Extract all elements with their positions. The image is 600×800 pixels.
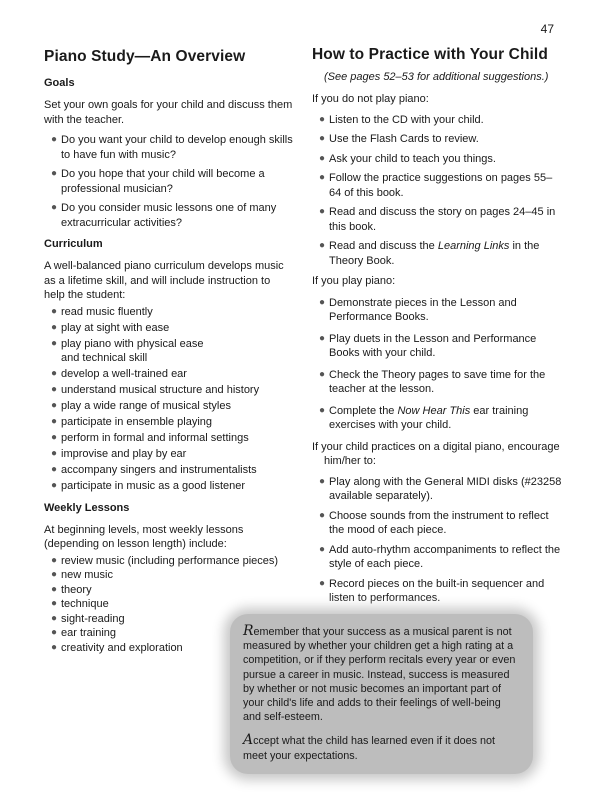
- list-item: ● Ask your child to teach you things.: [319, 152, 496, 165]
- list-item: ● sight-reading: [51, 612, 125, 625]
- page-number: 47: [540, 22, 554, 36]
- list-item: ● creativity and exploration: [51, 641, 183, 654]
- bullet-icon: ●: [319, 172, 326, 183]
- bullet-icon: ●: [319, 152, 326, 164]
- right-column: [312, 46, 562, 612]
- list-item: ● new music: [51, 569, 113, 581]
- bullet-icon: ●: [319, 509, 326, 521]
- bullet-icon: ●: [51, 598, 58, 609]
- bullet-icon: ●: [319, 368, 326, 380]
- curriculum-list: [44, 305, 294, 494]
- bullet-icon: ●: [51, 168, 58, 179]
- list-item: ● Add auto-rhythm accompaniments to reflect the style of each piece.: [319, 543, 561, 570]
- bullet-icon: ●: [51, 416, 58, 427]
- bullet-icon: ●: [51, 627, 58, 638]
- list-item: ● technique: [51, 598, 109, 610]
- list-item: ● perform in formal and informal settings: [51, 432, 249, 444]
- bullet-icon: ●: [51, 384, 58, 395]
- digital-intro: If your child practices on a digital piano, encourage him/her to:: [312, 440, 560, 467]
- play-piano-intro: If you play piano:: [312, 275, 396, 287]
- weekly-lessons-heading: Weekly Lessons: [44, 501, 130, 514]
- bullet-icon: ●: [51, 554, 58, 566]
- bullet-icon: ●: [319, 296, 326, 308]
- drop-cap: R: [243, 623, 254, 639]
- bullet-icon: ●: [319, 240, 326, 251]
- list-item: ● Listen to the CD with your child.: [319, 113, 484, 126]
- list-item: ● read music fluently: [51, 305, 153, 318]
- list-item: ● Use the Flash Cards to review.: [319, 133, 479, 145]
- overview-title: Piano Study—An Overview: [44, 48, 246, 65]
- list-item: ● review music (including performance pieces): [51, 554, 279, 567]
- bullet-icon: ●: [319, 404, 326, 416]
- goals-intro: Set your own goals for your child and discuss them with the teacher.: [44, 99, 293, 126]
- practice-subtitle: (See pages 52–53 for additional suggestions.): [324, 71, 549, 83]
- bullet-icon: ●: [51, 432, 58, 443]
- list-item: ● Play along with the General MIDI disks (#23258 available separately).: [319, 475, 562, 502]
- list-item: ● Read and discuss the Learning Links in the Theory Book.: [319, 240, 540, 267]
- list-item: ● Do you want your child to develop enough skills to have fun with music?: [51, 134, 293, 161]
- list-item: ● participate in music as a good listener: [51, 480, 246, 492]
- callout-text: [243, 624, 521, 772]
- bullet-icon: ●: [51, 368, 58, 379]
- digital-list: [312, 475, 562, 606]
- list-item: ● Do you hope that your child will become a professional musician?: [51, 168, 265, 195]
- bullet-icon: ●: [319, 543, 326, 555]
- list-item: ● Choose sounds from the instrument to reflect the mood of each piece.: [319, 509, 549, 536]
- drop-cap: A: [243, 732, 254, 749]
- list-item: ● accompany singers and instrumentalists: [51, 464, 257, 476]
- list-item: ● Complete the Now Hear This ear training exercises with your child.: [319, 404, 529, 431]
- curriculum-intro: A well-balanced piano curriculum develops music as a lifetime skill, and will include instruction to help the student:: [44, 260, 284, 301]
- bullet-icon: ●: [51, 305, 58, 317]
- bullet-icon: ●: [51, 569, 58, 580]
- list-item: ● Follow the practice suggestions on pages 55–64 of this book.: [319, 172, 553, 199]
- list-item: ● Read and discuss the story on pages 24–45 in this book.: [319, 206, 556, 233]
- goals-list: [44, 133, 294, 230]
- bullet-icon: ●: [51, 464, 58, 475]
- list-item: ● Do you consider music lessons one of many extracurricular activities?: [51, 202, 277, 229]
- list-item: ● Demonstrate pieces in the Lesson and Performance Books.: [319, 296, 517, 323]
- bullet-icon: ●: [51, 134, 58, 145]
- list-item: ● Play duets in the Lesson and Performance Books with your child.: [319, 332, 537, 359]
- bullet-icon: ●: [319, 475, 326, 487]
- bullet-icon: ●: [319, 332, 326, 344]
- list-item: ● theory: [51, 583, 92, 596]
- bullet-icon: ●: [51, 337, 58, 349]
- bullet-icon: ●: [51, 612, 58, 624]
- bullet-icon: ●: [51, 321, 58, 333]
- weekly-lessons-intro: At beginning levels, most weekly lessons (depending on lesson length) include:: [44, 523, 244, 550]
- bullet-icon: ●: [319, 133, 326, 144]
- list-item: ● participate in ensemble playing: [51, 416, 213, 428]
- list-item: ● understand musical structure and history: [51, 384, 260, 396]
- bullet-icon: ●: [51, 400, 58, 411]
- list-item: ● ear training: [51, 627, 117, 639]
- callout-paragraph: Remember that your success as a musical parent is not measured by whether your children get a high rating at a competition, or if they perform recitals every year or even pursue a career in music. Instead, success is measured by whether or not music becomes an important part of your child's life and adds to their feelings of well-being and self-esteem.: [243, 623, 516, 724]
- list-item: ● play a wide range of musical styles: [51, 400, 231, 412]
- list-item: ● play piano with physical ease and technical skill: [51, 337, 204, 364]
- play-piano-list: [312, 296, 562, 433]
- list-item: ● Record pieces on the built-in sequencer and listen to performances.: [319, 577, 545, 604]
- list-item: ● improvise and play by ear: [51, 448, 187, 460]
- bullet-icon: ●: [319, 113, 326, 125]
- list-item: ● play at sight with ease: [51, 321, 170, 334]
- callout-paragraph: Accept what the child has learned even if it does not meet your expectations.: [243, 732, 496, 762]
- bullet-icon: ●: [51, 583, 58, 595]
- bullet-icon: ●: [319, 206, 326, 217]
- list-item: ● Check the Theory pages to save time for the teacher at the lesson.: [319, 368, 546, 395]
- left-column: [44, 48, 294, 661]
- bullet-icon: ●: [51, 448, 58, 459]
- no-piano-intro: If you do not play piano:: [312, 93, 429, 105]
- list-item: ● develop a well-trained ear: [51, 368, 187, 380]
- bullet-icon: ●: [51, 202, 58, 213]
- no-piano-list: [312, 113, 562, 269]
- curriculum-heading: Curriculum: [44, 238, 103, 250]
- practice-title: How to Practice with Your Child: [312, 46, 548, 63]
- goals-heading: Goals: [44, 77, 75, 89]
- bullet-icon: ●: [51, 480, 58, 491]
- bullet-icon: ●: [319, 577, 326, 589]
- bullet-icon: ●: [51, 641, 58, 653]
